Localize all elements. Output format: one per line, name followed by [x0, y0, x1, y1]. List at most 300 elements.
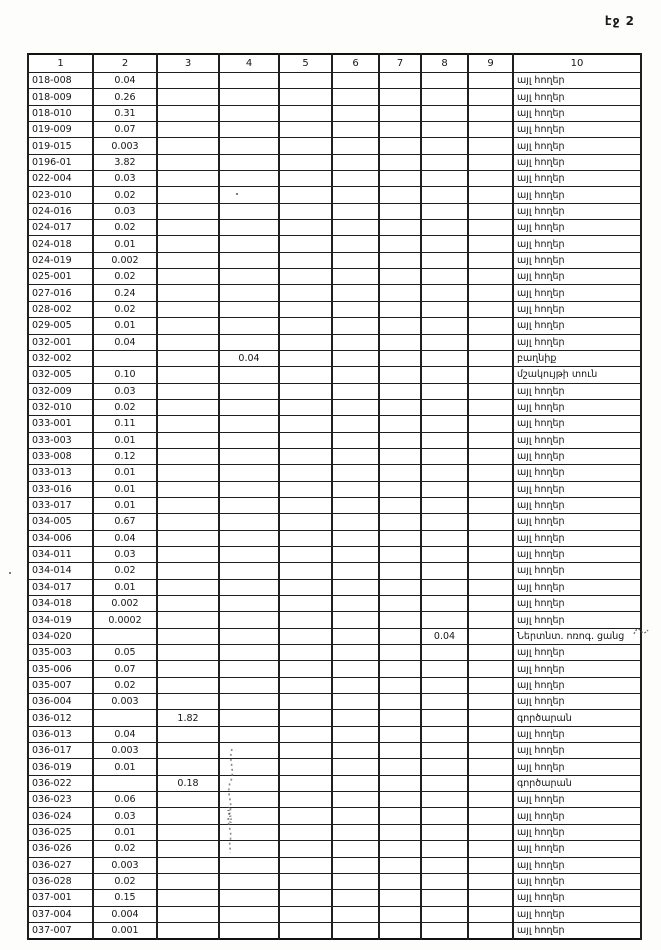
column-header-9: 9: [468, 54, 513, 73]
value-cell: [468, 596, 513, 612]
value-cell: [332, 841, 379, 857]
value-cell: [157, 481, 219, 497]
value-cell: [279, 726, 332, 742]
value-cell: [157, 612, 219, 628]
value-cell: [421, 661, 468, 677]
value-cell: [157, 432, 219, 448]
value-cell: [332, 530, 379, 546]
value-cell: [379, 285, 421, 301]
value-cell: [332, 857, 379, 873]
value-cell: [332, 350, 379, 366]
table-row: [28, 481, 641, 497]
value-cell: [379, 857, 421, 873]
value-cell: 3.82: [93, 154, 157, 170]
value-cell: [279, 285, 332, 301]
parcel-code-cell: 034-006: [28, 530, 93, 546]
value-cell: [421, 514, 468, 530]
value-cell: [379, 171, 421, 187]
value-cell: [379, 448, 421, 464]
value-cell: [219, 481, 279, 497]
table-row: [28, 73, 641, 89]
value-cell: [379, 497, 421, 513]
table-row: [28, 350, 641, 366]
value-cell: [421, 481, 468, 497]
value-cell: [379, 612, 421, 628]
value-cell: [379, 350, 421, 366]
scan-speck: [9, 572, 11, 574]
value-cell: [219, 220, 279, 236]
table-row: [28, 743, 641, 759]
value-cell: [332, 546, 379, 562]
value-cell: [379, 694, 421, 710]
value-cell: [468, 481, 513, 497]
value-cell: [279, 432, 332, 448]
value-cell: [468, 857, 513, 873]
value-cell: [332, 906, 379, 922]
value-cell: 0.01: [93, 759, 157, 775]
value-cell: [219, 497, 279, 513]
parcel-code-cell: 018-009: [28, 89, 93, 105]
value-cell: [279, 416, 332, 432]
value-cell: [157, 318, 219, 334]
value-cell: [219, 203, 279, 219]
value-cell: [332, 808, 379, 824]
value-cell: [219, 105, 279, 121]
value-cell: 0.02: [93, 677, 157, 693]
value-cell: [157, 890, 219, 906]
value-cell: [332, 448, 379, 464]
value-cell: [219, 645, 279, 661]
value-cell: [219, 514, 279, 530]
value-cell: [421, 252, 468, 268]
value-cell: [379, 890, 421, 906]
value-cell: [157, 301, 219, 317]
value-cell: [279, 154, 332, 170]
value-cell: [219, 367, 279, 383]
value-cell: [157, 220, 219, 236]
value-cell: [93, 710, 157, 726]
parcel-code-cell: 034-020: [28, 628, 93, 644]
value-cell: [93, 775, 157, 791]
value-cell: [379, 530, 421, 546]
value-cell: [332, 694, 379, 710]
value-cell: [379, 661, 421, 677]
value-cell: [279, 187, 332, 203]
value-cell: [279, 220, 332, 236]
value-cell: 0.001: [93, 922, 157, 938]
value-cell: [421, 612, 468, 628]
value-cell: [332, 726, 379, 742]
value-cell: 0.03: [93, 383, 157, 399]
value-cell: [219, 448, 279, 464]
value-cell: [421, 645, 468, 661]
value-cell: 0.31: [93, 105, 157, 121]
value-cell: 0.07: [93, 122, 157, 138]
parcel-code-cell: 036-024: [28, 808, 93, 824]
parcel-code-cell: 019-009: [28, 122, 93, 138]
value-cell: [379, 187, 421, 203]
value-cell: [219, 579, 279, 595]
value-cell: [379, 628, 421, 644]
parcel-code-cell: 034-019: [28, 612, 93, 628]
value-cell: [219, 187, 279, 203]
value-cell: [332, 301, 379, 317]
value-cell: 0.01: [93, 318, 157, 334]
value-cell: [279, 775, 332, 791]
value-cell: [157, 922, 219, 938]
value-cell: [279, 252, 332, 268]
value-cell: [279, 122, 332, 138]
value-cell: [468, 171, 513, 187]
value-cell: 0.02: [93, 269, 157, 285]
value-cell: [379, 906, 421, 922]
parcel-code-cell: 034-018: [28, 596, 93, 612]
land-use-cell: այլ հողեր: [513, 694, 641, 710]
value-cell: [421, 563, 468, 579]
value-cell: [157, 465, 219, 481]
value-cell: [279, 399, 332, 415]
value-cell: [219, 546, 279, 562]
value-cell: [468, 122, 513, 138]
value-cell: [219, 154, 279, 170]
value-cell: [279, 890, 332, 906]
value-cell: [332, 138, 379, 154]
value-cell: [421, 546, 468, 562]
value-cell: [421, 465, 468, 481]
value-cell: [468, 301, 513, 317]
value-cell: 0.02: [93, 873, 157, 889]
value-cell: [332, 922, 379, 938]
land-use-cell: այլ հողեր: [513, 73, 641, 89]
parcel-code-cell: 028-002: [28, 301, 93, 317]
value-cell: [219, 857, 279, 873]
parcel-code-cell: 035-006: [28, 661, 93, 677]
table-row: [28, 334, 641, 350]
value-cell: [379, 203, 421, 219]
value-cell: [157, 530, 219, 546]
value-cell: [219, 873, 279, 889]
value-cell: [379, 301, 421, 317]
value-cell: [332, 203, 379, 219]
parcel-code-cell: 037-004: [28, 906, 93, 922]
value-cell: [468, 367, 513, 383]
land-use-cell: այլ հողեր: [513, 530, 641, 546]
value-cell: [421, 677, 468, 693]
value-cell: [157, 367, 219, 383]
value-cell: [279, 857, 332, 873]
value-cell: 0.03: [93, 171, 157, 187]
land-use-cell: այլ հողեր: [513, 220, 641, 236]
value-cell: [219, 563, 279, 579]
value-cell: [421, 220, 468, 236]
value-cell: [468, 841, 513, 857]
value-cell: [332, 873, 379, 889]
value-cell: [219, 285, 279, 301]
table-row: [28, 563, 641, 579]
land-use-cell: այլ հողեր: [513, 269, 641, 285]
parcel-code-cell: 023-010: [28, 187, 93, 203]
value-cell: [279, 269, 332, 285]
value-cell: [332, 661, 379, 677]
value-cell: [421, 890, 468, 906]
value-cell: [379, 645, 421, 661]
value-cell: [468, 334, 513, 350]
value-cell: [219, 432, 279, 448]
land-use-cell: այլ հողեր: [513, 465, 641, 481]
value-cell: [468, 563, 513, 579]
value-cell: [332, 677, 379, 693]
value-cell: [157, 203, 219, 219]
land-use-cell: այլ հողեր: [513, 105, 641, 121]
parcel-code-cell: 036-017: [28, 743, 93, 759]
land-use-cell: այլ հողեր: [513, 890, 641, 906]
table-row: [28, 399, 641, 415]
parcel-code-cell: 024-016: [28, 203, 93, 219]
value-cell: [421, 775, 468, 791]
value-cell: [421, 416, 468, 432]
value-cell: [279, 105, 332, 121]
value-cell: [279, 710, 332, 726]
value-cell: [332, 105, 379, 121]
value-cell: [421, 269, 468, 285]
value-cell: 0.05: [93, 645, 157, 661]
value-cell: [279, 89, 332, 105]
land-use-cell: այլ հողեր: [513, 481, 641, 497]
value-cell: [421, 873, 468, 889]
table-row: [28, 154, 641, 170]
value-cell: [93, 350, 157, 366]
value-cell: [279, 694, 332, 710]
value-cell: [279, 465, 332, 481]
value-cell: [421, 530, 468, 546]
land-use-cell: այլ հողեր: [513, 432, 641, 448]
value-cell: [157, 808, 219, 824]
land-use-cell: այլ հողեր: [513, 497, 641, 513]
value-cell: [421, 824, 468, 840]
value-cell: [219, 612, 279, 628]
value-cell: 0.24: [93, 285, 157, 301]
value-cell: [468, 432, 513, 448]
value-cell: [219, 318, 279, 334]
value-cell: [379, 73, 421, 89]
table-row: [28, 694, 641, 710]
parcel-code-cell: 036-004: [28, 694, 93, 710]
value-cell: [468, 792, 513, 808]
value-cell: [468, 661, 513, 677]
table-row: [28, 187, 641, 203]
value-cell: [379, 236, 421, 252]
value-cell: [157, 726, 219, 742]
land-use-cell: այլ հողեր: [513, 546, 641, 562]
land-use-cell: այլ հողեր: [513, 122, 641, 138]
value-cell: 0.01: [93, 481, 157, 497]
value-cell: [468, 890, 513, 906]
value-cell: [421, 759, 468, 775]
land-use-cell: այլ հողեր: [513, 808, 641, 824]
value-cell: [379, 743, 421, 759]
value-cell: [379, 367, 421, 383]
parcel-code-cell: 032-010: [28, 399, 93, 415]
table-row: [28, 710, 641, 726]
value-cell: 0.15: [93, 890, 157, 906]
value-cell: [379, 841, 421, 857]
value-cell: [219, 841, 279, 857]
column-header-7: 7: [379, 54, 421, 73]
value-cell: [219, 710, 279, 726]
land-use-cell: բաղնիք: [513, 350, 641, 366]
value-cell: [379, 334, 421, 350]
value-cell: [421, 122, 468, 138]
value-cell: [157, 579, 219, 595]
value-cell: [332, 612, 379, 628]
value-cell: [219, 416, 279, 432]
value-cell: [157, 841, 219, 857]
table-row: [28, 628, 641, 644]
value-cell: [157, 596, 219, 612]
value-cell: [157, 661, 219, 677]
parcel-code-cell: 032-009: [28, 383, 93, 399]
value-cell: [157, 906, 219, 922]
scan-speck: [236, 193, 238, 195]
land-use-cell: այլ հողեր: [513, 514, 641, 530]
value-cell: [468, 285, 513, 301]
value-cell: [421, 596, 468, 612]
value-cell: [421, 89, 468, 105]
parcel-code-cell: 036-013: [28, 726, 93, 742]
value-cell: 0.03: [93, 546, 157, 562]
value-cell: [421, 432, 468, 448]
value-cell: [219, 269, 279, 285]
value-cell: [421, 922, 468, 938]
cadastral-table: [27, 53, 642, 940]
value-cell: [157, 236, 219, 252]
value-cell: [219, 775, 279, 791]
value-cell: [379, 808, 421, 824]
value-cell: [421, 171, 468, 187]
value-cell: 0.02: [93, 841, 157, 857]
value-cell: [279, 73, 332, 89]
value-cell: [219, 530, 279, 546]
value-cell: 0.02: [93, 563, 157, 579]
value-cell: [279, 334, 332, 350]
value-cell: [332, 122, 379, 138]
value-cell: [332, 285, 379, 301]
table-row: [28, 383, 641, 399]
value-cell: [279, 546, 332, 562]
parcel-code-cell: 024-019: [28, 252, 93, 268]
value-cell: 0.11: [93, 416, 157, 432]
value-cell: [279, 824, 332, 840]
table-row: [28, 824, 641, 840]
value-cell: [219, 808, 279, 824]
land-use-cell: այլ հողեր: [513, 138, 641, 154]
value-cell: [379, 269, 421, 285]
parcel-code-cell: 022-004: [28, 171, 93, 187]
land-use-cell: այլ հողեր: [513, 171, 641, 187]
value-cell: [332, 514, 379, 530]
value-cell: [279, 497, 332, 513]
value-cell: [157, 628, 219, 644]
parcel-code-cell: 034-014: [28, 563, 93, 579]
value-cell: [468, 154, 513, 170]
table-row: [28, 236, 641, 252]
value-cell: [219, 138, 279, 154]
value-cell: [421, 497, 468, 513]
value-cell: [332, 824, 379, 840]
value-cell: 0.002: [93, 252, 157, 268]
value-cell: [157, 743, 219, 759]
parcel-code-cell: 036-025: [28, 824, 93, 840]
value-cell: 0.004: [93, 906, 157, 922]
value-cell: [219, 661, 279, 677]
value-cell: [279, 841, 332, 857]
value-cell: [219, 792, 279, 808]
value-cell: [157, 334, 219, 350]
value-cell: [379, 383, 421, 399]
value-cell: 0.003: [93, 138, 157, 154]
value-cell: [332, 645, 379, 661]
value-cell: [468, 89, 513, 105]
value-cell: 0.18: [157, 775, 219, 791]
value-cell: [332, 628, 379, 644]
value-cell: [219, 677, 279, 693]
value-cell: [279, 873, 332, 889]
table-row: [28, 841, 641, 857]
table-row: [28, 89, 641, 105]
value-cell: [157, 399, 219, 415]
value-cell: [332, 775, 379, 791]
parcel-code-cell: 036-012: [28, 710, 93, 726]
table-row: [28, 612, 641, 628]
value-cell: [332, 792, 379, 808]
value-cell: [332, 269, 379, 285]
parcel-code-cell: 024-018: [28, 236, 93, 252]
table-row: [28, 546, 641, 562]
value-cell: [219, 906, 279, 922]
value-cell: [379, 432, 421, 448]
value-cell: [157, 285, 219, 301]
value-cell: [468, 530, 513, 546]
value-cell: 0.04: [219, 350, 279, 366]
value-cell: 0.01: [93, 465, 157, 481]
value-cell: [332, 73, 379, 89]
value-cell: [157, 694, 219, 710]
land-use-cell: այլ հողեր: [513, 857, 641, 873]
land-use-cell: այլ հողեր: [513, 301, 641, 317]
value-cell: 0.04: [93, 73, 157, 89]
value-cell: [157, 645, 219, 661]
value-cell: [332, 579, 379, 595]
value-cell: 0.003: [93, 743, 157, 759]
value-cell: [332, 318, 379, 334]
value-cell: [157, 416, 219, 432]
value-cell: [93, 628, 157, 644]
value-cell: [219, 890, 279, 906]
value-cell: [421, 399, 468, 415]
value-cell: [379, 481, 421, 497]
land-use-cell: այլ հողեր: [513, 612, 641, 628]
land-use-cell: այլ հողեր: [513, 89, 641, 105]
column-header-4: 4: [219, 54, 279, 73]
value-cell: [379, 416, 421, 432]
table-row: [28, 857, 641, 873]
value-cell: [421, 743, 468, 759]
value-cell: [219, 743, 279, 759]
value-cell: [279, 350, 332, 366]
land-use-cell: այլ հողեր: [513, 154, 641, 170]
value-cell: [157, 89, 219, 105]
land-use-cell: գործարան: [513, 710, 641, 726]
